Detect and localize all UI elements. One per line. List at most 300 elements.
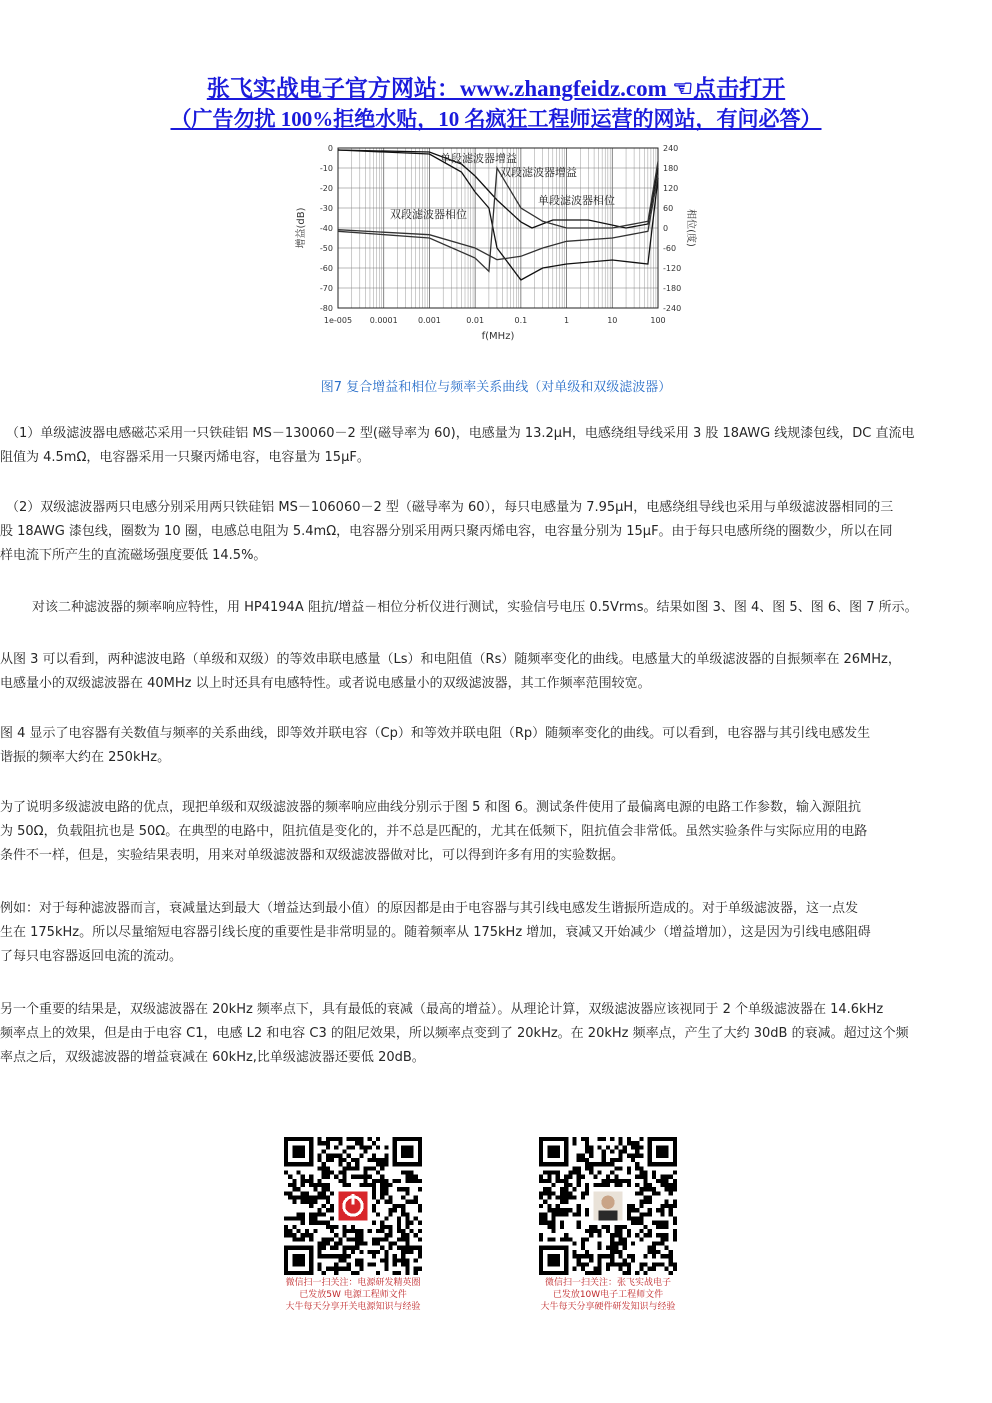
qr-module — [322, 1187, 326, 1191]
qr-module — [598, 1145, 602, 1149]
qr-module — [610, 1162, 614, 1166]
qr-module — [552, 1229, 556, 1233]
qr-module — [305, 1229, 309, 1233]
x-tick-label: 0.001 — [417, 316, 441, 325]
x-axis-ticks — [324, 316, 666, 325]
y-tick-label: -20 — [319, 184, 333, 193]
qr-module — [384, 1154, 388, 1158]
qr-module — [414, 1196, 418, 1200]
qr-module — [627, 1141, 631, 1145]
qr-module — [669, 1187, 673, 1191]
qr-module — [627, 1267, 631, 1271]
qr-module — [330, 1137, 334, 1141]
qr-module — [652, 1246, 656, 1250]
qr-module — [389, 1225, 393, 1229]
qr-module — [602, 1225, 606, 1229]
qr-module — [309, 1175, 313, 1179]
qr-module — [627, 1170, 631, 1174]
qr-module — [547, 1175, 551, 1179]
qr-module — [292, 1233, 296, 1237]
paragraph-6 — [0, 796, 992, 868]
qr-module — [322, 1212, 326, 1216]
qr-module — [405, 1191, 409, 1195]
qr-module — [359, 1233, 363, 1237]
qr-module — [618, 1237, 622, 1241]
qr-module — [376, 1237, 380, 1241]
qr-module — [347, 1183, 351, 1187]
qr-module — [284, 1191, 288, 1195]
qr-module — [627, 1166, 631, 1170]
qr-module — [589, 1162, 593, 1166]
qr-module — [309, 1221, 313, 1225]
qr-module — [372, 1204, 376, 1208]
qr-module — [330, 1204, 334, 1208]
qr-module — [547, 1204, 551, 1208]
qr-module — [359, 1154, 363, 1158]
qr-module — [585, 1237, 589, 1241]
qr-module — [614, 1233, 618, 1237]
qr-module — [556, 1196, 560, 1200]
qr-module — [351, 1145, 355, 1149]
qr-module — [610, 1137, 614, 1141]
qr-module — [656, 1242, 660, 1246]
qr-module — [313, 1183, 317, 1187]
qr-module — [389, 1229, 393, 1233]
qr-module — [338, 1154, 342, 1158]
qr-module — [401, 1237, 405, 1241]
qr-module — [664, 1200, 668, 1204]
qr-module — [585, 1208, 589, 1212]
qr-module — [673, 1237, 677, 1241]
qr-module — [547, 1225, 551, 1229]
y-tick-label: -80 — [319, 304, 333, 313]
qr-module — [372, 1242, 376, 1246]
paragraph-line: 图 4 显示了电容器有关数值与频率的关系曲线，即等效并联电容（Cp）和等效并联电阻（Rp）随频率变化的曲线。可以看到，电容器与其引线电感发生 — [0, 726, 871, 741]
qr-module — [376, 1145, 380, 1149]
qr-module — [330, 1229, 334, 1233]
qr-module — [547, 1196, 551, 1200]
qr-module — [322, 1246, 326, 1250]
qr-module — [405, 1267, 409, 1271]
qr-module — [606, 1175, 610, 1179]
qr-module — [568, 1196, 572, 1200]
qr-module — [539, 1237, 543, 1241]
qr-module — [322, 1254, 326, 1258]
qr-module — [648, 1200, 652, 1204]
qr-module — [606, 1162, 610, 1166]
qr-module — [405, 1258, 409, 1262]
qr-module — [652, 1242, 656, 1246]
qr-module — [639, 1191, 643, 1195]
qr-module — [610, 1262, 614, 1266]
qr-module — [376, 1170, 380, 1174]
qr-module — [288, 1216, 292, 1220]
qr-module — [317, 1254, 321, 1258]
qr-module — [414, 1216, 418, 1220]
qr-module — [334, 1137, 338, 1141]
qr-module — [355, 1162, 359, 1166]
qr-module — [585, 1141, 589, 1145]
qr-module — [380, 1237, 384, 1241]
qr-module — [384, 1225, 388, 1229]
qr-module — [326, 1145, 330, 1149]
qr-module — [384, 1254, 388, 1258]
qr-module — [656, 1262, 660, 1266]
qr-module — [614, 1183, 618, 1187]
qr-module — [347, 1229, 351, 1233]
qr-module — [547, 1179, 551, 1183]
qr-module — [614, 1262, 618, 1266]
qr-module — [631, 1216, 635, 1220]
qr-module — [405, 1225, 409, 1229]
qr-module — [334, 1154, 338, 1158]
qr-module — [598, 1271, 602, 1275]
qr-module — [635, 1221, 639, 1225]
qr-module — [631, 1258, 635, 1262]
qr-module — [355, 1166, 359, 1170]
qr-module — [405, 1237, 409, 1241]
qr-module — [343, 1175, 347, 1179]
qr-module — [556, 1208, 560, 1212]
qr-module — [618, 1242, 622, 1246]
paragraph-2 — [0, 496, 992, 568]
qr-module — [631, 1221, 635, 1225]
qr-module — [297, 1229, 301, 1233]
qr-module — [572, 1254, 576, 1258]
qr-module — [648, 1246, 652, 1250]
qr-module — [606, 1262, 610, 1266]
qr-module — [656, 1233, 660, 1237]
qr-module — [409, 1250, 413, 1254]
qr-module — [284, 1229, 288, 1233]
qr-module — [397, 1258, 401, 1262]
y2-tick-label: -240 — [663, 304, 682, 313]
y2-tick-label: 120 — [663, 184, 679, 193]
qr-module — [669, 1208, 673, 1212]
qr-module — [572, 1250, 576, 1254]
qr-module — [644, 1233, 648, 1237]
qr-module — [585, 1162, 589, 1166]
qr-module — [322, 1166, 326, 1170]
qr-module — [581, 1196, 585, 1200]
qr-module — [338, 1179, 342, 1183]
qr-module — [317, 1154, 321, 1158]
qr-module — [644, 1175, 648, 1179]
qr-module — [363, 1170, 367, 1174]
qr-module — [380, 1191, 384, 1195]
site-banner[interactable] — [0, 74, 992, 134]
qr-module — [589, 1271, 593, 1275]
qr-module — [669, 1204, 673, 1208]
paragraph-line: 频率点上的效果，但是由于电容 C1，电感 L2 和电容 C3 的阻尼效果，所以频率点变到了 20kHz。在 20kHz 频率点，产生了大约 30dB 的衰减。超过这个频 — [0, 1026, 909, 1041]
qr-module — [577, 1154, 581, 1158]
paragraph-line: （1）单级滤波器电感磁芯采用一只铁硅铝 MS－130060－2 型(磁导率为 60)，电感量为 13.2μH，电感绕组导线采用 3 股 18AWG 线规漆包线，DC 直流电 — [6, 426, 915, 441]
banner-subtitle[interactable]: （广告勿扰 100%拒绝水贴，10 名疯狂工程师运营的网站，有问必答） — [170, 107, 822, 131]
qr-module — [639, 1154, 643, 1158]
qr-module — [343, 1250, 347, 1254]
qr-module — [409, 1179, 413, 1183]
qr-module — [577, 1254, 581, 1258]
qr-module — [397, 1179, 401, 1183]
qr-module — [648, 1183, 652, 1187]
qr-module — [359, 1237, 363, 1241]
qr-module — [623, 1145, 627, 1149]
annotation-double-phase: 双段滤波器相位 — [390, 208, 467, 221]
qr-module — [368, 1183, 372, 1187]
qr-module — [589, 1254, 593, 1258]
qr-module — [648, 1267, 652, 1271]
qr-module — [589, 1166, 593, 1170]
qr-module — [409, 1175, 413, 1179]
qr-module — [384, 1191, 388, 1195]
qr-module — [673, 1179, 677, 1183]
qr-module — [602, 1254, 606, 1258]
qr-module — [351, 1166, 355, 1170]
qr-module — [614, 1158, 618, 1162]
qr-module — [292, 1237, 296, 1241]
qr-module — [673, 1229, 677, 1233]
qr-module — [598, 1233, 602, 1237]
qr-module — [401, 1208, 405, 1212]
qr-module — [380, 1162, 384, 1166]
qr-module — [313, 1216, 317, 1220]
qr-module — [618, 1183, 622, 1187]
qr-module — [644, 1183, 648, 1187]
qr-module — [539, 1233, 543, 1237]
x-tick-label: 1e-005 — [323, 316, 353, 325]
qr-module — [397, 1271, 401, 1275]
qr-module — [405, 1200, 409, 1204]
qr-module — [669, 1175, 673, 1179]
qr-module — [368, 1229, 372, 1233]
qr-module — [639, 1221, 643, 1225]
qr-module — [368, 1158, 372, 1162]
qr-module — [322, 1271, 326, 1275]
qr-module — [326, 1170, 330, 1174]
qr-module — [618, 1137, 622, 1141]
qr-module — [338, 1170, 342, 1174]
qr-module — [355, 1141, 359, 1145]
paragraph-line: 股 18AWG 漆包线，圈数为 10 圈，电感总电阻为 5.4mΩ，电容器分别采用两只聚丙烯电容，电容量分别为 15μF。由于每只电感所绕的圈数少，所以在同 — [0, 524, 893, 539]
qr-module — [639, 1216, 643, 1220]
qr-module — [664, 1267, 668, 1271]
qr-module — [673, 1233, 677, 1237]
y-tick-label: -50 — [319, 244, 333, 253]
qr-module — [539, 1196, 543, 1200]
qr-module — [322, 1162, 326, 1166]
qr-module — [309, 1183, 313, 1187]
qr-module — [326, 1196, 330, 1200]
qr-module — [673, 1221, 677, 1225]
qr-module — [602, 1137, 606, 1141]
qr-module — [581, 1154, 585, 1158]
qr-module — [334, 1242, 338, 1246]
qr-module — [309, 1233, 313, 1237]
qr-module — [560, 1196, 564, 1200]
paragraph-line: 电感量小的双级滤波器在 40MHz 以上时还具有电感特性。或者说电感量小的双级滤波器，其工作频率范围较宽。 — [0, 676, 651, 691]
qr-module — [305, 1200, 309, 1204]
qr-module — [405, 1187, 409, 1191]
qr-module — [598, 1267, 602, 1271]
qr-module — [317, 1183, 321, 1187]
qr-module — [393, 1208, 397, 1212]
qr-module — [556, 1179, 560, 1183]
qr-module — [598, 1254, 602, 1258]
qr-module — [343, 1170, 347, 1174]
qr-module — [326, 1200, 330, 1204]
qr-module — [589, 1229, 593, 1233]
qr-module — [409, 1170, 413, 1174]
qr-module — [414, 1271, 418, 1275]
qr-module — [297, 1196, 301, 1200]
qr-module — [664, 1254, 668, 1258]
qr-module — [644, 1179, 648, 1183]
qr-module — [618, 1154, 622, 1158]
qr-module — [359, 1229, 363, 1233]
qr-module — [372, 1208, 376, 1212]
qr-module — [577, 1179, 581, 1183]
qr-module — [639, 1229, 643, 1233]
qr-module — [301, 1221, 305, 1225]
qr-module — [347, 1166, 351, 1170]
qr-module — [292, 1225, 296, 1229]
qr-module — [334, 1145, 338, 1149]
qr-module — [301, 1179, 305, 1183]
qr-module — [372, 1237, 376, 1241]
qr-module — [384, 1183, 388, 1187]
qr-module — [593, 1229, 597, 1233]
qr-module — [355, 1271, 359, 1275]
qr-module — [652, 1170, 656, 1174]
qr-module — [673, 1216, 677, 1220]
qr-module — [635, 1233, 639, 1237]
qr-module — [631, 1154, 635, 1158]
qr-module — [673, 1267, 677, 1271]
qr-module — [322, 1150, 326, 1154]
qr-module — [384, 1258, 388, 1262]
qr-module — [380, 1225, 384, 1229]
qr-module — [610, 1170, 614, 1174]
qr-module — [664, 1187, 668, 1191]
qr-module — [585, 1137, 589, 1141]
qr-module — [338, 1267, 342, 1271]
qr-module — [572, 1137, 576, 1141]
qr-module — [598, 1183, 602, 1187]
qr-module — [564, 1183, 568, 1187]
banner-link[interactable]: 张飞实战电子官方网站：www.zhangfeidz.com ☜点击打开 — [206, 76, 786, 101]
qr-module — [363, 1242, 367, 1246]
qr-module — [572, 1166, 576, 1170]
qr-module — [397, 1204, 401, 1208]
qr-module — [623, 1242, 627, 1246]
qr-module — [330, 1170, 334, 1174]
x-tick-label: 0.01 — [466, 316, 485, 325]
qr-module — [610, 1150, 614, 1154]
qr-module — [326, 1225, 330, 1229]
qr-caption-line: 微信扫一扫关注：电源研发精英圈 — [285, 1278, 421, 1288]
qr-module — [405, 1221, 409, 1225]
qr-module — [313, 1187, 317, 1191]
qr-module — [572, 1170, 576, 1174]
qr-module — [384, 1233, 388, 1237]
qr-module — [543, 1187, 547, 1191]
qr-module — [627, 1208, 631, 1212]
qr-module — [556, 1170, 560, 1174]
qr-module — [585, 1183, 589, 1187]
qr-module — [322, 1183, 326, 1187]
paragraph-line: （2）双级滤波器两只电感分别采用两只铁硅铝 MS－106060－2 型（磁导率为 60），每只电感量为 7.95μH，电感绕组导线也采用与单级滤波器相同的三 — [6, 500, 894, 515]
qr-module — [330, 1254, 334, 1258]
qr-module — [372, 1179, 376, 1183]
qr-module — [317, 1246, 321, 1250]
qr-module — [660, 1233, 664, 1237]
qr-module — [618, 1158, 622, 1162]
qr-module — [652, 1221, 656, 1225]
qr-module — [288, 1229, 292, 1233]
qr-module — [664, 1246, 668, 1250]
qr-module — [660, 1175, 664, 1179]
qr-module — [343, 1225, 347, 1229]
qr-module — [644, 1225, 648, 1229]
qr-module — [326, 1183, 330, 1187]
qr-module — [401, 1233, 405, 1237]
paragraph-1 — [0, 422, 992, 470]
qr-module — [552, 1183, 556, 1187]
qr-module — [602, 1150, 606, 1154]
qr-module — [648, 1212, 652, 1216]
y2-tick-label: -180 — [663, 284, 682, 293]
qr-module — [598, 1137, 602, 1141]
qr-module — [614, 1229, 618, 1233]
qr-module — [309, 1212, 313, 1216]
qr-module — [539, 1216, 543, 1220]
qr-module — [656, 1179, 660, 1183]
qr-module — [564, 1237, 568, 1241]
qr-module — [309, 1204, 313, 1208]
qr-module — [648, 1229, 652, 1233]
qr-module — [326, 1208, 330, 1212]
qr-module — [602, 1179, 606, 1183]
qr-module — [572, 1267, 576, 1271]
qr-module — [317, 1221, 321, 1225]
qr-module — [301, 1183, 305, 1187]
qr-module — [330, 1267, 334, 1271]
qr-module — [389, 1233, 393, 1237]
qr-module — [652, 1191, 656, 1195]
qr-module — [401, 1229, 405, 1233]
annotation-single-phase: 单段滤波器相位 — [538, 194, 615, 207]
qr-module — [359, 1145, 363, 1149]
qr-module — [648, 1187, 652, 1191]
qr-module — [585, 1191, 589, 1195]
qr-module — [317, 1166, 321, 1170]
qr-module — [539, 1179, 543, 1183]
qr-module — [585, 1262, 589, 1266]
y2-tick-label: 0 — [663, 224, 669, 233]
qr-module — [618, 1262, 622, 1266]
qr-module — [577, 1225, 581, 1229]
y-tick-label: -70 — [319, 284, 333, 293]
qr-module — [368, 1250, 372, 1254]
qr-module — [602, 1162, 606, 1166]
qr-module — [397, 1246, 401, 1250]
qr-module — [384, 1145, 388, 1149]
qr-module — [338, 1141, 342, 1145]
qr-module — [577, 1158, 581, 1162]
qr-module — [664, 1233, 668, 1237]
qr-module — [322, 1221, 326, 1225]
qr-module — [614, 1166, 618, 1170]
